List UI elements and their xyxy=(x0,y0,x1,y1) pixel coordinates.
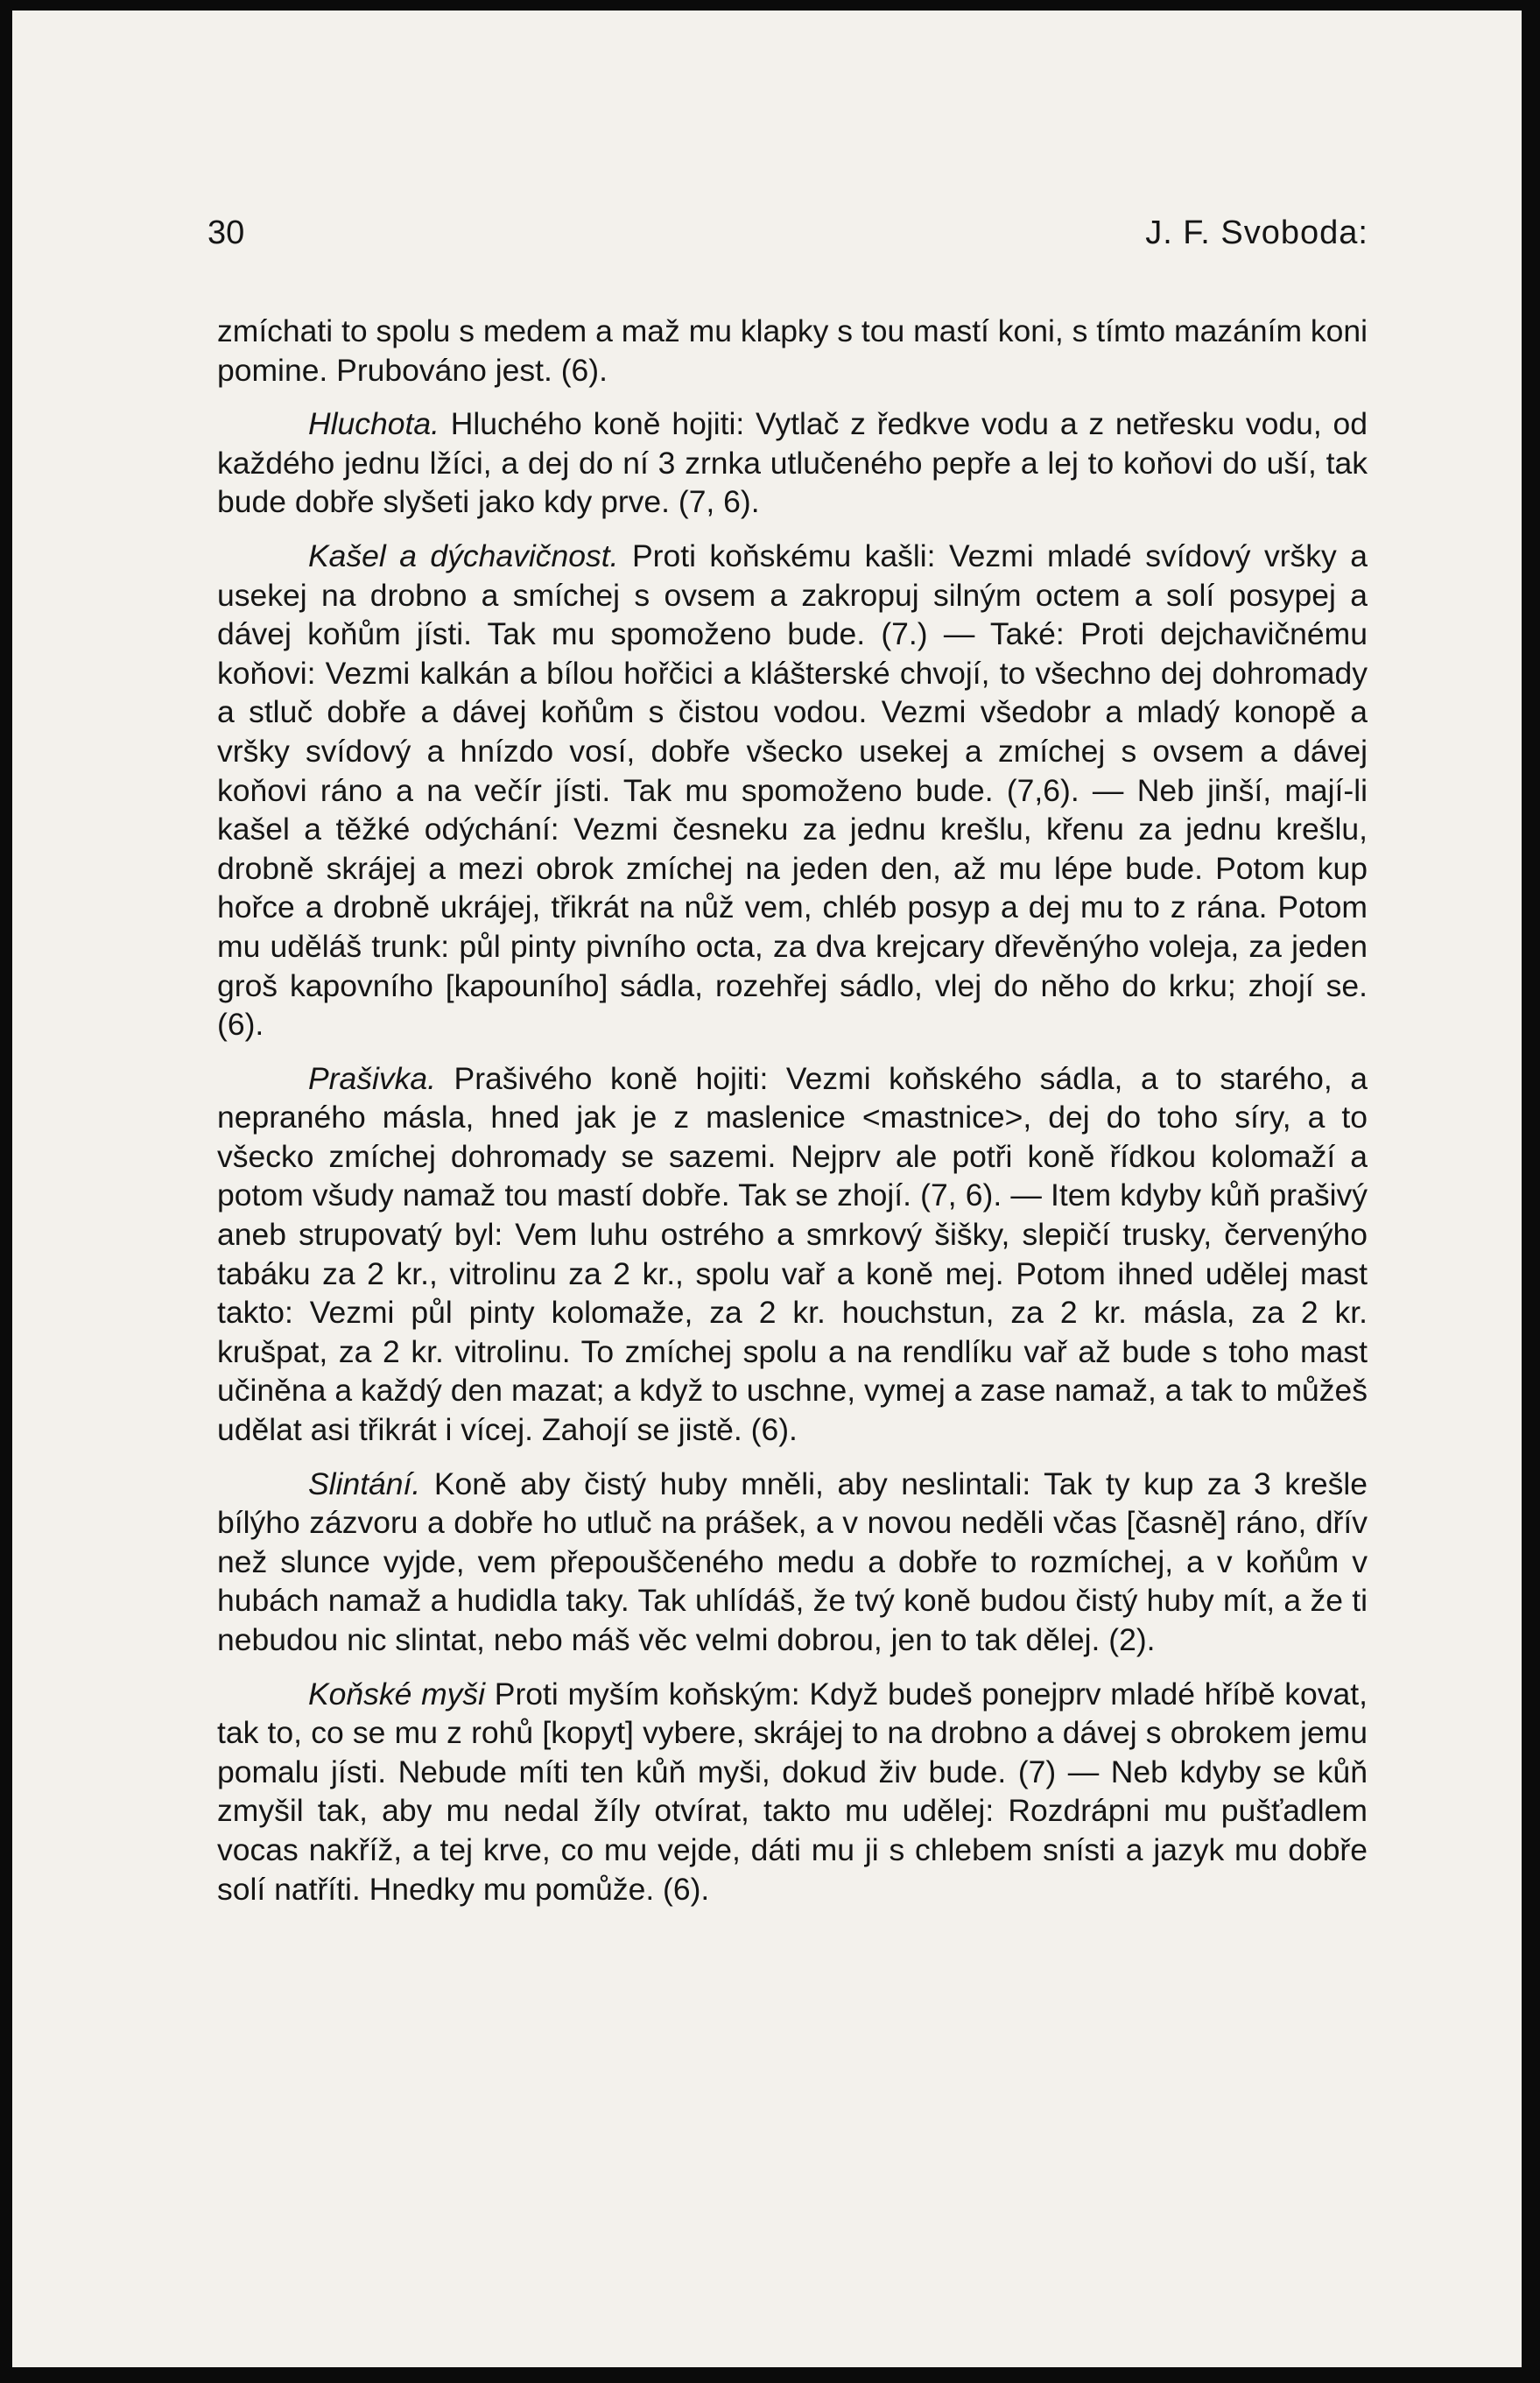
entry-kasel xyxy=(217,537,1368,1044)
entry-text: Proti koňskému kašli: Vezmi mladé svídový vršky a usekej na drobno a smíchej s ovsem a zakropuj silným octem a solí posypej a dávej koňům jísti. Tak mu spomoženo bude. (7.) — Také: Proti dejchavičnému koňovi: Vezmi kalkán a bílou hořčici a klášterské chvojí, to všechno dej dohromady a stluč dobře a dávej koňům s čistou vodou. Vezmi všedobr a mladý konopě a vršky svídový a hnízdo vosí, dobře všecko usekej a zmíchej s ovsem a dávej koňovi ráno a na večír jísti. Tak mu spomoženo bude. (7,6). — Neb jinší, mají-li kašel a těžké odýchání: Vezmi česneku za jednu krešlu, křenu za jednu krešlu, drobně skrájej a mezi obrok zmíchej na jeden den, až mu lépe bude. Potom kup hořce a drobně ukrájej, třikrát na nůž vem, chléb posyp a dej mu to z rána. Potom mu uděláš trunk: půl pinty pivního octa, za dva krejcary dřevěnýho voleja, za jeden groš kapovního [kapouního] sádla, rozehřej sádlo, vlej do něho do krku; zhojí se. (6). xyxy=(217,538,1368,1043)
page-header xyxy=(207,214,1368,258)
entry-text: Koně aby čistý huby mněli, aby neslintali: Tak ty kup za 3 krešle bílýho zázvoru a dobře ho utluč na prášek, a v novou neděli včas [časně] ráno, dřív než slunce vyjde, vem přepouščeného medu a dobře to rozmíchej, a v koňům v hubách namaž a hudidla taky. Tak uhlídáš, že tvý koně budou čistý huby mít, a že ti nebudou nic slintat, nebo máš věc velmi dobrou, jen to tak dělej. (2). xyxy=(217,1466,1368,1657)
entry-headword: Kašel a dýchavičnost. xyxy=(308,538,619,573)
paragraph-continuation xyxy=(217,312,1368,390)
entry-konske-mysi xyxy=(217,1675,1368,1909)
entry-text: Prašivého koně hojiti: Vezmi koňského sádla, a to starého, a nepraného másla, hned jak je z maslenice <mastnice>, dej do toho síry, a to všecko zmíchej dohromady se sazemi. Nejprv ale potři koně řídkou kolomaží a potom všudy namaž tou mastí dobře. Tak se zhojí. (7, 6). — Item kdyby kůň prašivý aneb strupovatý byl: Vem luhu ostrého a smrkový šišky, slepičí trusky, červenýho tabáku za 2 kr., vitrolinu za 2 kr., spolu vař a koně mej. Potom ihned udělej mast takto: Vezmi půl pinty kolomaže, za 2 kr. houchstun, za 2 kr. másla, za 2 kr. krušpat, za 2 kr. vitrolinu. To zmíchej spolu a na rendlíku vař až bude s toho mast učiněna a každý den mazat; a když to uschne, vymej a zase namaž, a tak to můžeš udělat asi třikrát i vícej. Zahojí se jistě. (6). xyxy=(217,1060,1368,1448)
entry-headword: Prašivka. xyxy=(308,1060,436,1096)
entry-text: Hluchého koně hojiti: Vytlač z ředkve vodu a z netřesku vodu, od každého jednu lžíci, a dej do ní 3 zrnka utlučeného pepře a lej to koňovi do uší, tak bude dobře slyšeti jako kdy prve. (7, 6). xyxy=(217,406,1368,520)
entry-headword: Slintání. xyxy=(308,1466,421,1501)
body-text xyxy=(217,312,1368,1923)
entry-slintani xyxy=(217,1465,1368,1660)
entry-headword: Koňské myši xyxy=(308,1676,486,1712)
running-head: J. F. Svoboda: xyxy=(1145,214,1368,251)
entry-hluchota xyxy=(217,404,1368,522)
entry-text: Proti myším koňským: Když budeš ponejprv mladé hříbě kovat, tak to, co se mu z rohů [kopyt] vybere, skrájej to na drobno a dávej s obrokem jemu pomalu jísti. Nebude míti ten kůň myši, dokud živ bude. (7) — Neb kdyby se kůň zmyšil tak, aby mu nedal žíly otvírat, takto mu udělej: Rozdrápni mu pušťadlem vocas nakříž, a tej krve, co mu vejde, dáti mu ji s chlebem snísti a jazyk mu dobře solí natříti. Hnedky mu pomůže. (6). xyxy=(217,1676,1368,1907)
page-number: 30 xyxy=(207,214,245,251)
entry-prasivka xyxy=(217,1059,1368,1450)
entry-headword: Hluchota. xyxy=(308,406,439,442)
paragraph-text: zmíchati to spolu s medem a maž mu klapky s tou mastí koni, s tímto mazáním koni pomine. Prubováno jest. (6). xyxy=(217,313,1368,388)
book-page xyxy=(12,11,1522,2367)
